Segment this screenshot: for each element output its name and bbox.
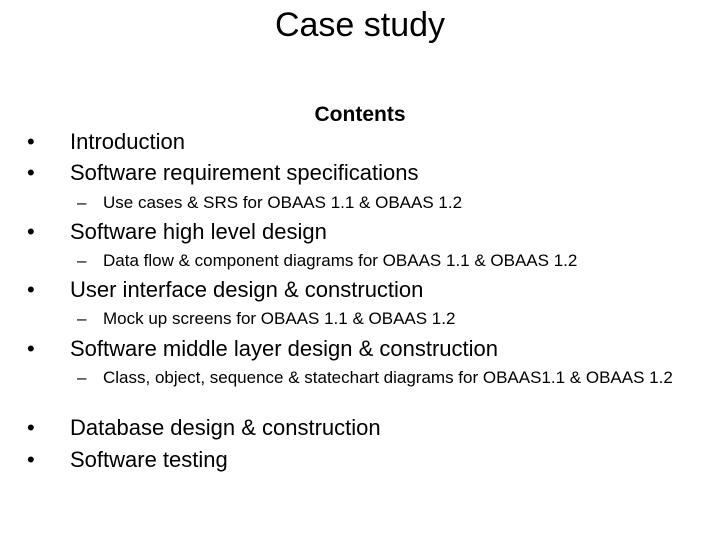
slide-title: Case study bbox=[274, 6, 446, 44]
dash-marker: – bbox=[77, 251, 87, 270]
list-item-label: Software testing bbox=[70, 447, 228, 472]
sub-item-label: Mock up screens for OBAAS 1.1 & OBAAS 1.2 bbox=[103, 309, 456, 328]
list-item-label: Software requirement specifications bbox=[70, 160, 419, 185]
bullet-marker: • bbox=[27, 160, 35, 185]
bullet-marker: • bbox=[27, 447, 35, 472]
list-item-label: User interface design & construction bbox=[70, 277, 424, 302]
list-item-label: Software high level design bbox=[70, 219, 327, 244]
sub-item-label: Class, object, sequence & statechart diagrams for OBAAS1.1 & OBAAS 1.2 bbox=[103, 368, 673, 387]
sub-item-label: Data flow & component diagrams for OBAAS 1.1 & OBAAS 1.2 bbox=[103, 251, 578, 270]
dash-marker: – bbox=[77, 368, 87, 387]
bullet-marker: • bbox=[27, 277, 35, 302]
bullet-marker: • bbox=[27, 336, 35, 361]
list-item-label: Software middle layer design & construction bbox=[70, 336, 498, 361]
dash-marker: – bbox=[77, 309, 87, 328]
dash-marker: – bbox=[77, 193, 87, 212]
list-item-label: Introduction bbox=[70, 129, 185, 154]
bullet-marker: • bbox=[27, 415, 35, 440]
sub-item-label: Use cases & SRS for OBAAS 1.1 & OBAAS 1.2 bbox=[103, 193, 463, 212]
bullet-marker: • bbox=[27, 129, 35, 154]
bullet-marker: • bbox=[27, 219, 35, 244]
list-item-label: Database design & construction bbox=[70, 415, 381, 440]
contents-heading: Contents bbox=[314, 103, 406, 126]
